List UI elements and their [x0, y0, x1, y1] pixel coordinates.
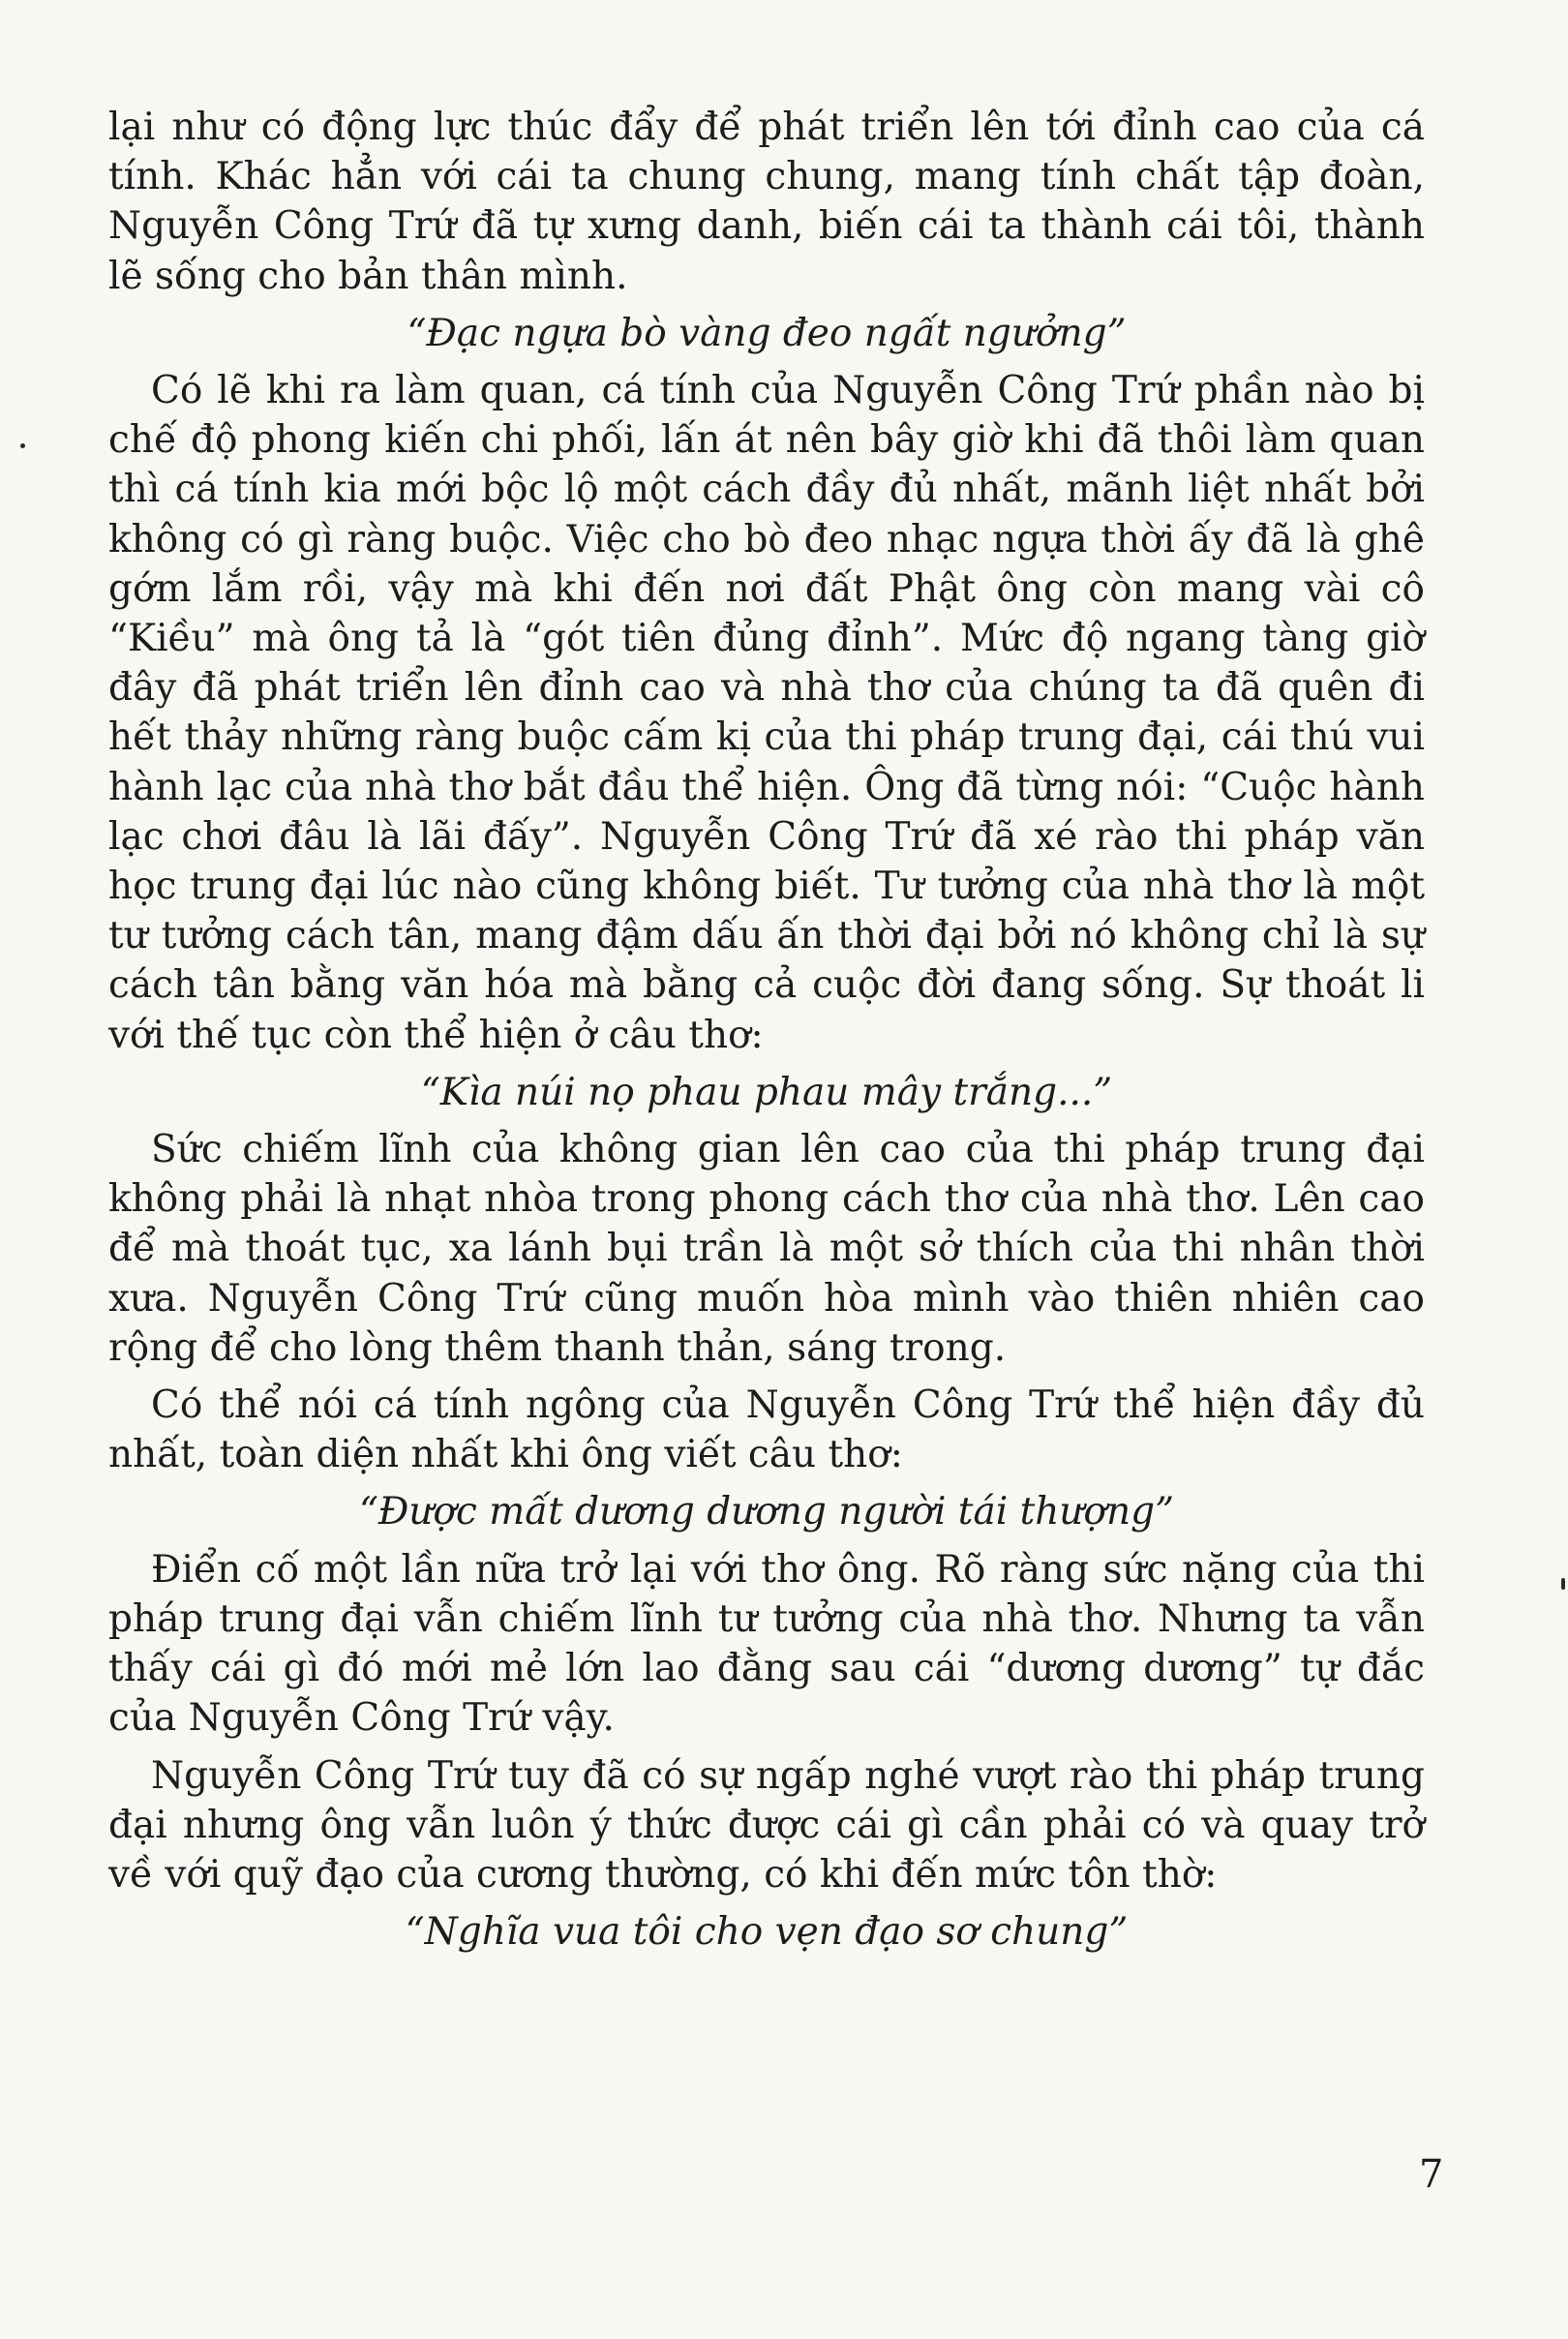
verse-quote-3: “Được mất dương dương người tái thượng” [358, 1490, 1175, 1534]
paragraph-4: Có thể nói cá tính ngông của Nguyễn Công Trứ thể hiện đầy đủ nhất, toàn diện nhất khi ông viết câu thơ: [108, 1383, 1425, 1477]
verse-quote-4: “Nghĩa vua tôi cho vẹn đạo sơ chung” [405, 1910, 1129, 1955]
page-number: 7 [1419, 2152, 1444, 2197]
paragraph-6: Nguyễn Công Trứ tuy đã có sự ngấp nghé vượt rào thi pháp trung đại nhưng ông vẫn luôn ý thức được cái gì cần phải có và quay trở về với quỹ đạo của cương thường, có khi đến mức tôn thờ: [108, 1753, 1425, 1897]
page-body-text [108, 103, 1425, 1964]
verse-quote-2: “Kìa núi nọ phau phau mây trắng...” [420, 1070, 1113, 1114]
paragraph-3: Sức chiếm lĩnh của không gian lên cao của thi pháp trung đại không phải là nhạt nhòa trong phong cách thơ của nhà thơ. Lên cao để mà thoát tục, xa lánh bụi trần là một sở thích của thi nhân thời xưa. Nguyễn Công Trứ cũng muốn hòa mình vào thiên nhiên cao rộng để cho lòng thêm thanh thản, sáng trong. [108, 1128, 1425, 1370]
paragraph-5: Điển cố một lần nữa trở lại với thơ ông. Rõ ràng sức nặng của thi pháp trung đại vẫn chiếm lĩnh tư tưởng của nhà thơ. Nhưng ta vẫn thấy cái gì đó mới mẻ lớn lao đằng sau cái “dương dương” tự đắc của Nguyễn Công Trứ vậy. [108, 1547, 1425, 1741]
paragraph-2: Có lẽ khi ra làm quan, cá tính của Nguyễn Công Trứ phần nào bị chế độ phong kiến chi phối, lấn át nên bây giờ khi đã thôi làm quan thì cá tính kia mới bộc lộ một cách đầy đủ nhất, mãnh liệt nhất bởi không có gì ràng buộc. Việc cho bò đeo nhạc ngựa thời ấy đã là ghê gớm lắm rồi, vậy mà khi đến nơi đất Phật ông còn mang vài cô “Kiều” mà ông tả là “gót tiên đủng đỉnh”. Mức độ ngang tàng giờ đây đã phát triển lên đỉnh cao và nhà thơ của chúng ta đã quên đi hết thảy những ràng buộc cấm kị của thi pháp trung đại, cái thú vui hành lạc của nhà thơ bắt đầu thể hiện. Ông đã từng nói: “Cuộc hành lạc chơi đâu là lãi đấy”. Nguyễn Công Trứ đã xé rào thi pháp văn học trung đại lúc nào cũng không biết. Tư tưởng của nhà thơ là một tư tưởng cách tân, mang đậm dấu ấn thời đại bởi nó không chỉ là sự cách tân bằng văn hóa mà bằng cả cuộc đời đang sống. Sự thoát li với thế tục còn thể hiện ở câu thơ: [108, 369, 1425, 1057]
print-speck [1561, 1578, 1565, 1590]
paragraph-1: lại như có động lực thúc đẩy để phát triển lên tới đỉnh cao của cá tính. Khác hẳn với cái ta chung chung, mang tính chất tập đoàn, Nguyễn Công Trứ đã tự xưng danh, biến cái ta thành cái tôi, thành lẽ sống cho bản thân mình. [108, 106, 1425, 298]
verse-quote-1: “Đạc ngựa bò vàng đeo ngất ngưởng” [407, 311, 1127, 355]
print-speck [20, 443, 25, 448]
